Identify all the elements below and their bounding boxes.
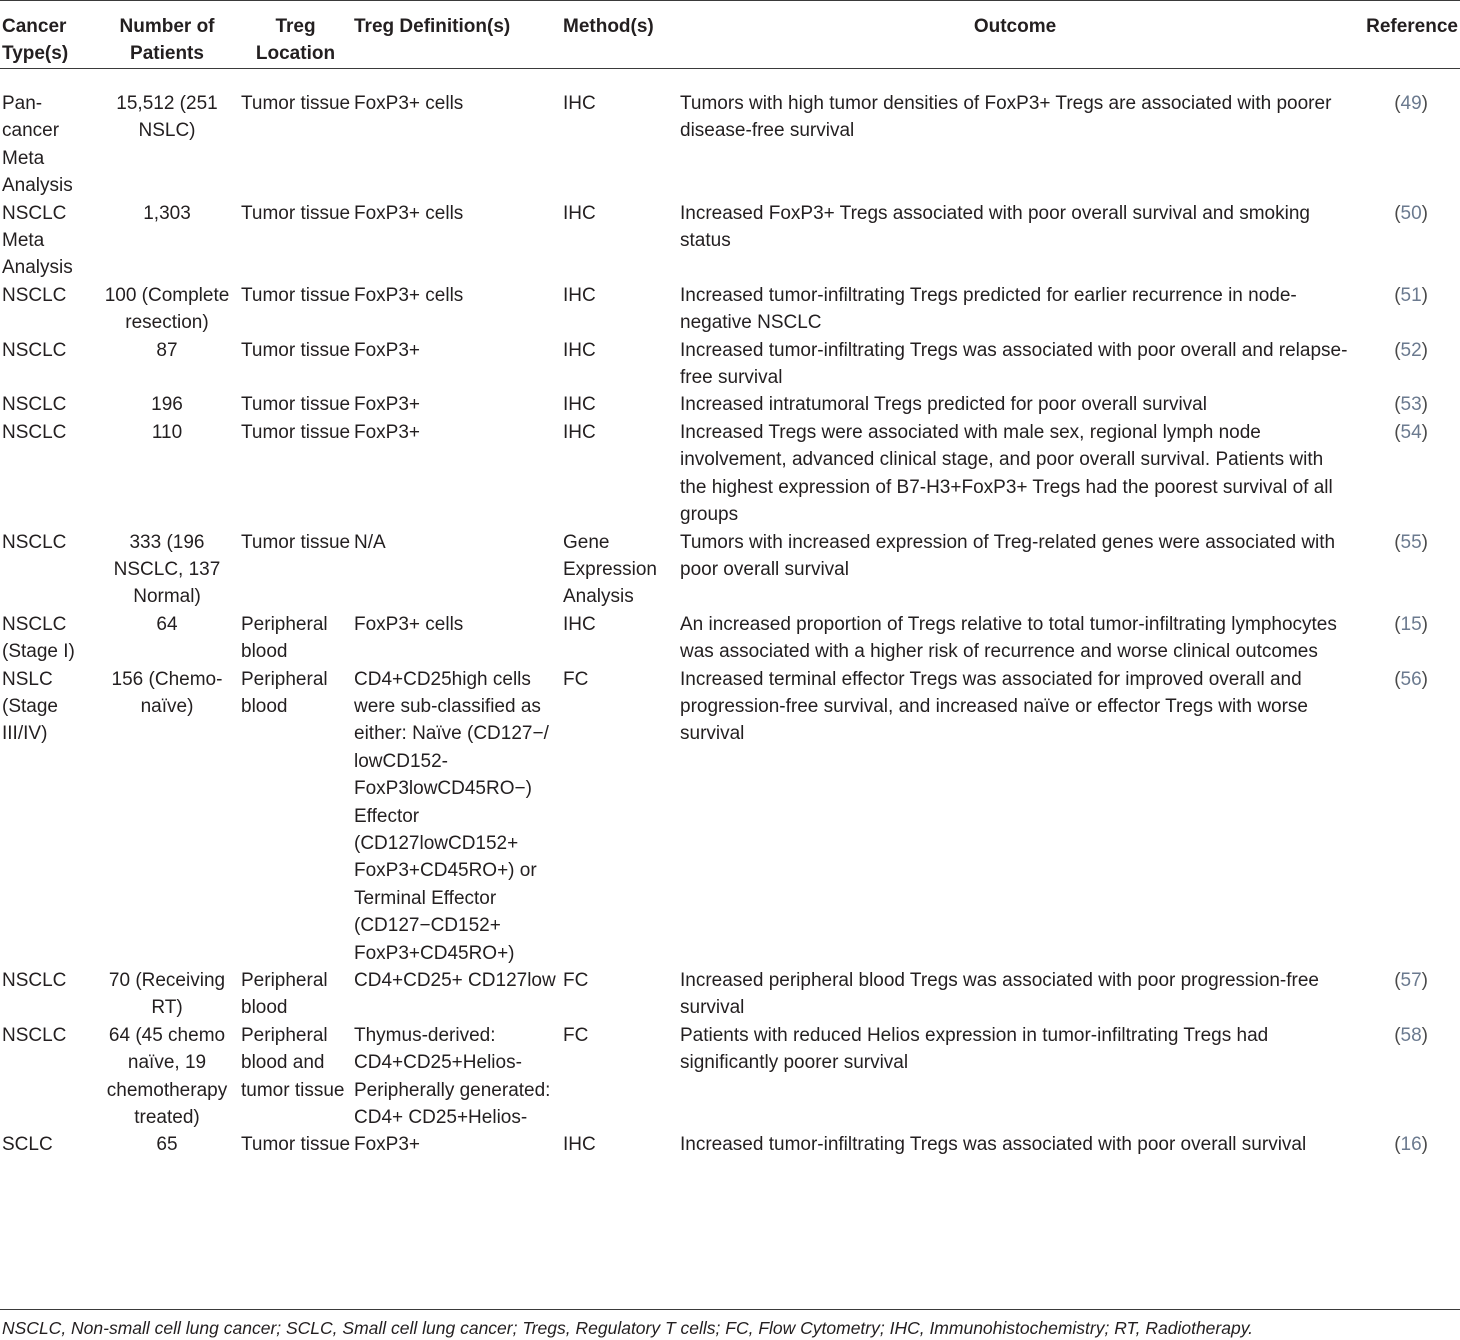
reference-link[interactable]: 15 (1400, 613, 1422, 635)
reference-link[interactable]: 16 (1400, 1134, 1422, 1156)
cell-number-of-patients: 110 (151, 421, 183, 443)
header-outcome: Outcome (973, 16, 1057, 37)
table-row (0, 529, 1460, 611)
cell-treg-definition: FoxP3+ (354, 1134, 421, 1156)
cell-treg-definition: FoxP3+ (354, 339, 421, 361)
cell-reference[interactable]: (51) (1394, 284, 1428, 306)
cell-method: IHC (563, 284, 596, 306)
cell-method: IHC (563, 394, 596, 416)
cell-number-of-patients: 65 (156, 1134, 178, 1156)
table-row (0, 68, 1460, 200)
header-cancer-type: Cancer Type(s) (2, 16, 69, 64)
cell-number-of-patients: 333 (196 NSCLC, 137 Normal) (113, 531, 221, 608)
table-row (0, 419, 1460, 529)
cell-treg-location: Tumor tissue (241, 531, 351, 553)
table-row (0, 1131, 1460, 1158)
reference-link[interactable]: 57 (1400, 970, 1422, 991)
cell-outcome: Increased FoxP3+ Tregs associated with poor overall survival and smoking status (680, 202, 1310, 252)
table-row (0, 967, 1460, 1022)
cell-number-of-patients: 15,512 (251 NSLC) (116, 93, 218, 142)
cell-number-of-patients: 100 (Complete resection) (104, 284, 230, 334)
reference-link[interactable]: 56 (1400, 668, 1422, 690)
reference-link[interactable]: 53 (1400, 394, 1422, 416)
reference-link[interactable]: 54 (1400, 421, 1422, 443)
table-row (0, 200, 1460, 282)
cell-reference[interactable]: (16) (1394, 1134, 1428, 1156)
cell-treg-location: Peripheral blood (241, 613, 328, 663)
cell-outcome: Increased terminal effector Tregs was associated for improved overall and progression-free survival, and increased naïve or effector Tregs with worse survival (680, 668, 1309, 745)
cell-number-of-patients: 1,303 (143, 202, 191, 224)
reference-link[interactable]: 58 (1400, 1024, 1422, 1046)
reference-link[interactable]: 51 (1400, 284, 1422, 306)
cell-treg-definition: FoxP3+ cells (354, 93, 464, 114)
cell-cancer-type: NSCLC (2, 339, 67, 361)
cell-method: IHC (563, 1134, 596, 1156)
cell-method: Gene Expression Analysis (563, 531, 657, 608)
cell-method: FC (563, 668, 589, 690)
cell-treg-location: Tumor tissue (241, 1134, 351, 1156)
cell-reference[interactable]: (52) (1394, 339, 1428, 361)
cell-outcome: Increased tumor-infiltrating Tregs was associated with poor overall survival (680, 1134, 1307, 1156)
cell-method: FC (563, 970, 589, 991)
cell-cancer-type: NSCLC (2, 531, 67, 553)
cell-method: IHC (563, 613, 596, 635)
cell-cancer-type: Pan-cancer Meta Analysis (2, 93, 73, 197)
cell-treg-location: Tumor tissue (241, 339, 351, 361)
cell-outcome: Increased peripheral blood Tregs was associated with poor progression-free survival (680, 970, 1319, 1019)
cell-treg-location: Tumor tissue (241, 284, 351, 306)
cell-cancer-type: NSLC (Stage III/IV) (2, 668, 58, 745)
table-row (0, 1022, 1460, 1132)
cell-reference[interactable]: (49) (1394, 93, 1428, 114)
reference-link[interactable]: 49 (1400, 93, 1422, 114)
cell-method: IHC (563, 421, 596, 443)
cell-treg-definition: FoxP3+ (354, 394, 421, 416)
table-row (0, 337, 1460, 392)
reference-link[interactable]: 50 (1400, 202, 1422, 224)
cell-method: IHC (563, 93, 596, 114)
cell-outcome: Increased tumor-infiltrating Tregs was associated with poor overall and relapse-free survival (680, 339, 1348, 389)
header-number-of-patients: Number of Patients (119, 16, 215, 64)
cell-cancer-type: NSCLC (2, 970, 67, 991)
cell-treg-definition: FoxP3+ (354, 421, 421, 443)
cell-outcome: Increased tumor-infiltrating Tregs predicted for earlier recurrence in node-negative NSCLC (680, 284, 1297, 334)
cell-treg-location: Peripheral blood and tumor tissue (241, 1024, 345, 1101)
table-bottom-rule (0, 1309, 1460, 1310)
table-row (0, 611, 1460, 666)
table-row (0, 391, 1460, 418)
table-header-row (0, 0, 1460, 68)
cell-treg-definition: FoxP3+ cells (354, 613, 464, 635)
cell-reference[interactable]: (53) (1394, 394, 1428, 416)
cell-reference[interactable]: (57) (1394, 970, 1428, 991)
table-row (0, 666, 1460, 967)
cell-treg-definition: CD4+CD25high cells were sub-classified as either: Naïve (CD127−/ lowCD152- FoxP3lowCD45RO−) Effector (CD127lowCD152+ FoxP3+CD45RO+) or Terminal Effector (CD127−CD152+ FoxP3+CD45RO+) (354, 668, 549, 964)
cell-treg-location: Peripheral blood (241, 970, 328, 1019)
cell-treg-location: Tumor tissue (241, 394, 351, 416)
cell-treg-location: Tumor tissue (241, 93, 351, 114)
cell-reference[interactable]: (15) (1394, 613, 1428, 635)
cell-reference[interactable]: (50) (1394, 202, 1428, 224)
cell-outcome: Increased Tregs were associated with male sex, regional lymph node involvement, advanced clinical stage, and poor overall survival. Patients with the highest expression of B7-H3+FoxP3+ Tregs had the poorest survival of all groups (680, 421, 1333, 526)
reference-link[interactable]: 55 (1400, 531, 1422, 553)
cell-number-of-patients: 64 (45 chemo naïve, 19 chemotherapy treated) (106, 1024, 228, 1129)
header-reference: Reference (1366, 16, 1458, 37)
cell-cancer-type: NSCLC (2, 284, 67, 306)
cell-cancer-type: NSCLC (Stage I) (2, 613, 75, 663)
cell-treg-location: Tumor tissue (241, 202, 351, 224)
cell-treg-definition: CD4+CD25+ CD127low (354, 970, 556, 991)
cell-treg-definition: FoxP3+ cells (354, 284, 464, 306)
cell-method: FC (563, 1024, 589, 1046)
header-treg-definition: Treg Definition(s) (354, 16, 511, 37)
cell-treg-location: Tumor tissue (241, 421, 351, 443)
cell-outcome: Tumors with high tumor densities of FoxP3+ Tregs are associated with poorer disease-free survival (680, 93, 1332, 142)
cell-reference[interactable]: (54) (1394, 421, 1428, 443)
cell-outcome: Tumors with increased expression of Treg-related genes were associated with poor overall survival (680, 531, 1336, 580)
cell-cancer-type: NSCLC (2, 394, 67, 416)
table-footnote: NSCLC, Non-small cell lung cancer; SCLC, Small cell lung cancer; Tregs, Regulatory T cells; FC, Flow Cytometry; IHC, Immunohistochemistry; RT, Radiotherapy. (2, 1318, 1254, 1338)
cell-reference[interactable]: (55) (1394, 531, 1428, 553)
cell-cancer-type: SCLC (2, 1134, 53, 1156)
cell-reference[interactable]: (56) (1394, 668, 1428, 690)
cell-number-of-patients: 156 (Chemo-naïve) (111, 668, 223, 717)
cell-cancer-type: NSCLC (2, 421, 67, 443)
cell-treg-definition: N/A (354, 531, 386, 553)
cell-outcome: Patients with reduced Helios expression in tumor-infiltrating Tregs had significantly poorer survival (680, 1024, 1269, 1074)
cell-method: IHC (563, 339, 596, 361)
cell-method: IHC (563, 202, 596, 224)
cell-number-of-patients: 70 (Receiving RT) (108, 970, 226, 1019)
cell-treg-definition: Thymus-derived: CD4+CD25+Helios- Peripherally generated: CD4+ CD25+Helios- (354, 1024, 551, 1129)
table-row (0, 282, 1460, 337)
cell-number-of-patients: 87 (156, 339, 178, 361)
cell-outcome: An increased proportion of Tregs relative to total tumor-infiltrating lymphocytes was associated with a higher risk of recurrence and worse clinical outcomes (680, 613, 1337, 663)
cell-cancer-type: NSCLC (2, 1024, 67, 1046)
header-treg-location: Treg Location (255, 16, 336, 64)
cell-number-of-patients: 64 (156, 613, 178, 635)
cell-reference[interactable]: (58) (1394, 1024, 1428, 1046)
cell-treg-location: Peripheral blood (241, 668, 328, 717)
reference-link[interactable]: 52 (1400, 339, 1422, 361)
cell-number-of-patients: 196 (151, 394, 183, 416)
cell-treg-definition: FoxP3+ cells (354, 202, 464, 224)
header-method: Method(s) (563, 16, 654, 37)
cell-cancer-type: NSCLC Meta Analysis (2, 202, 73, 279)
cell-outcome: Increased intratumoral Tregs predicted for poor overall survival (680, 394, 1207, 416)
